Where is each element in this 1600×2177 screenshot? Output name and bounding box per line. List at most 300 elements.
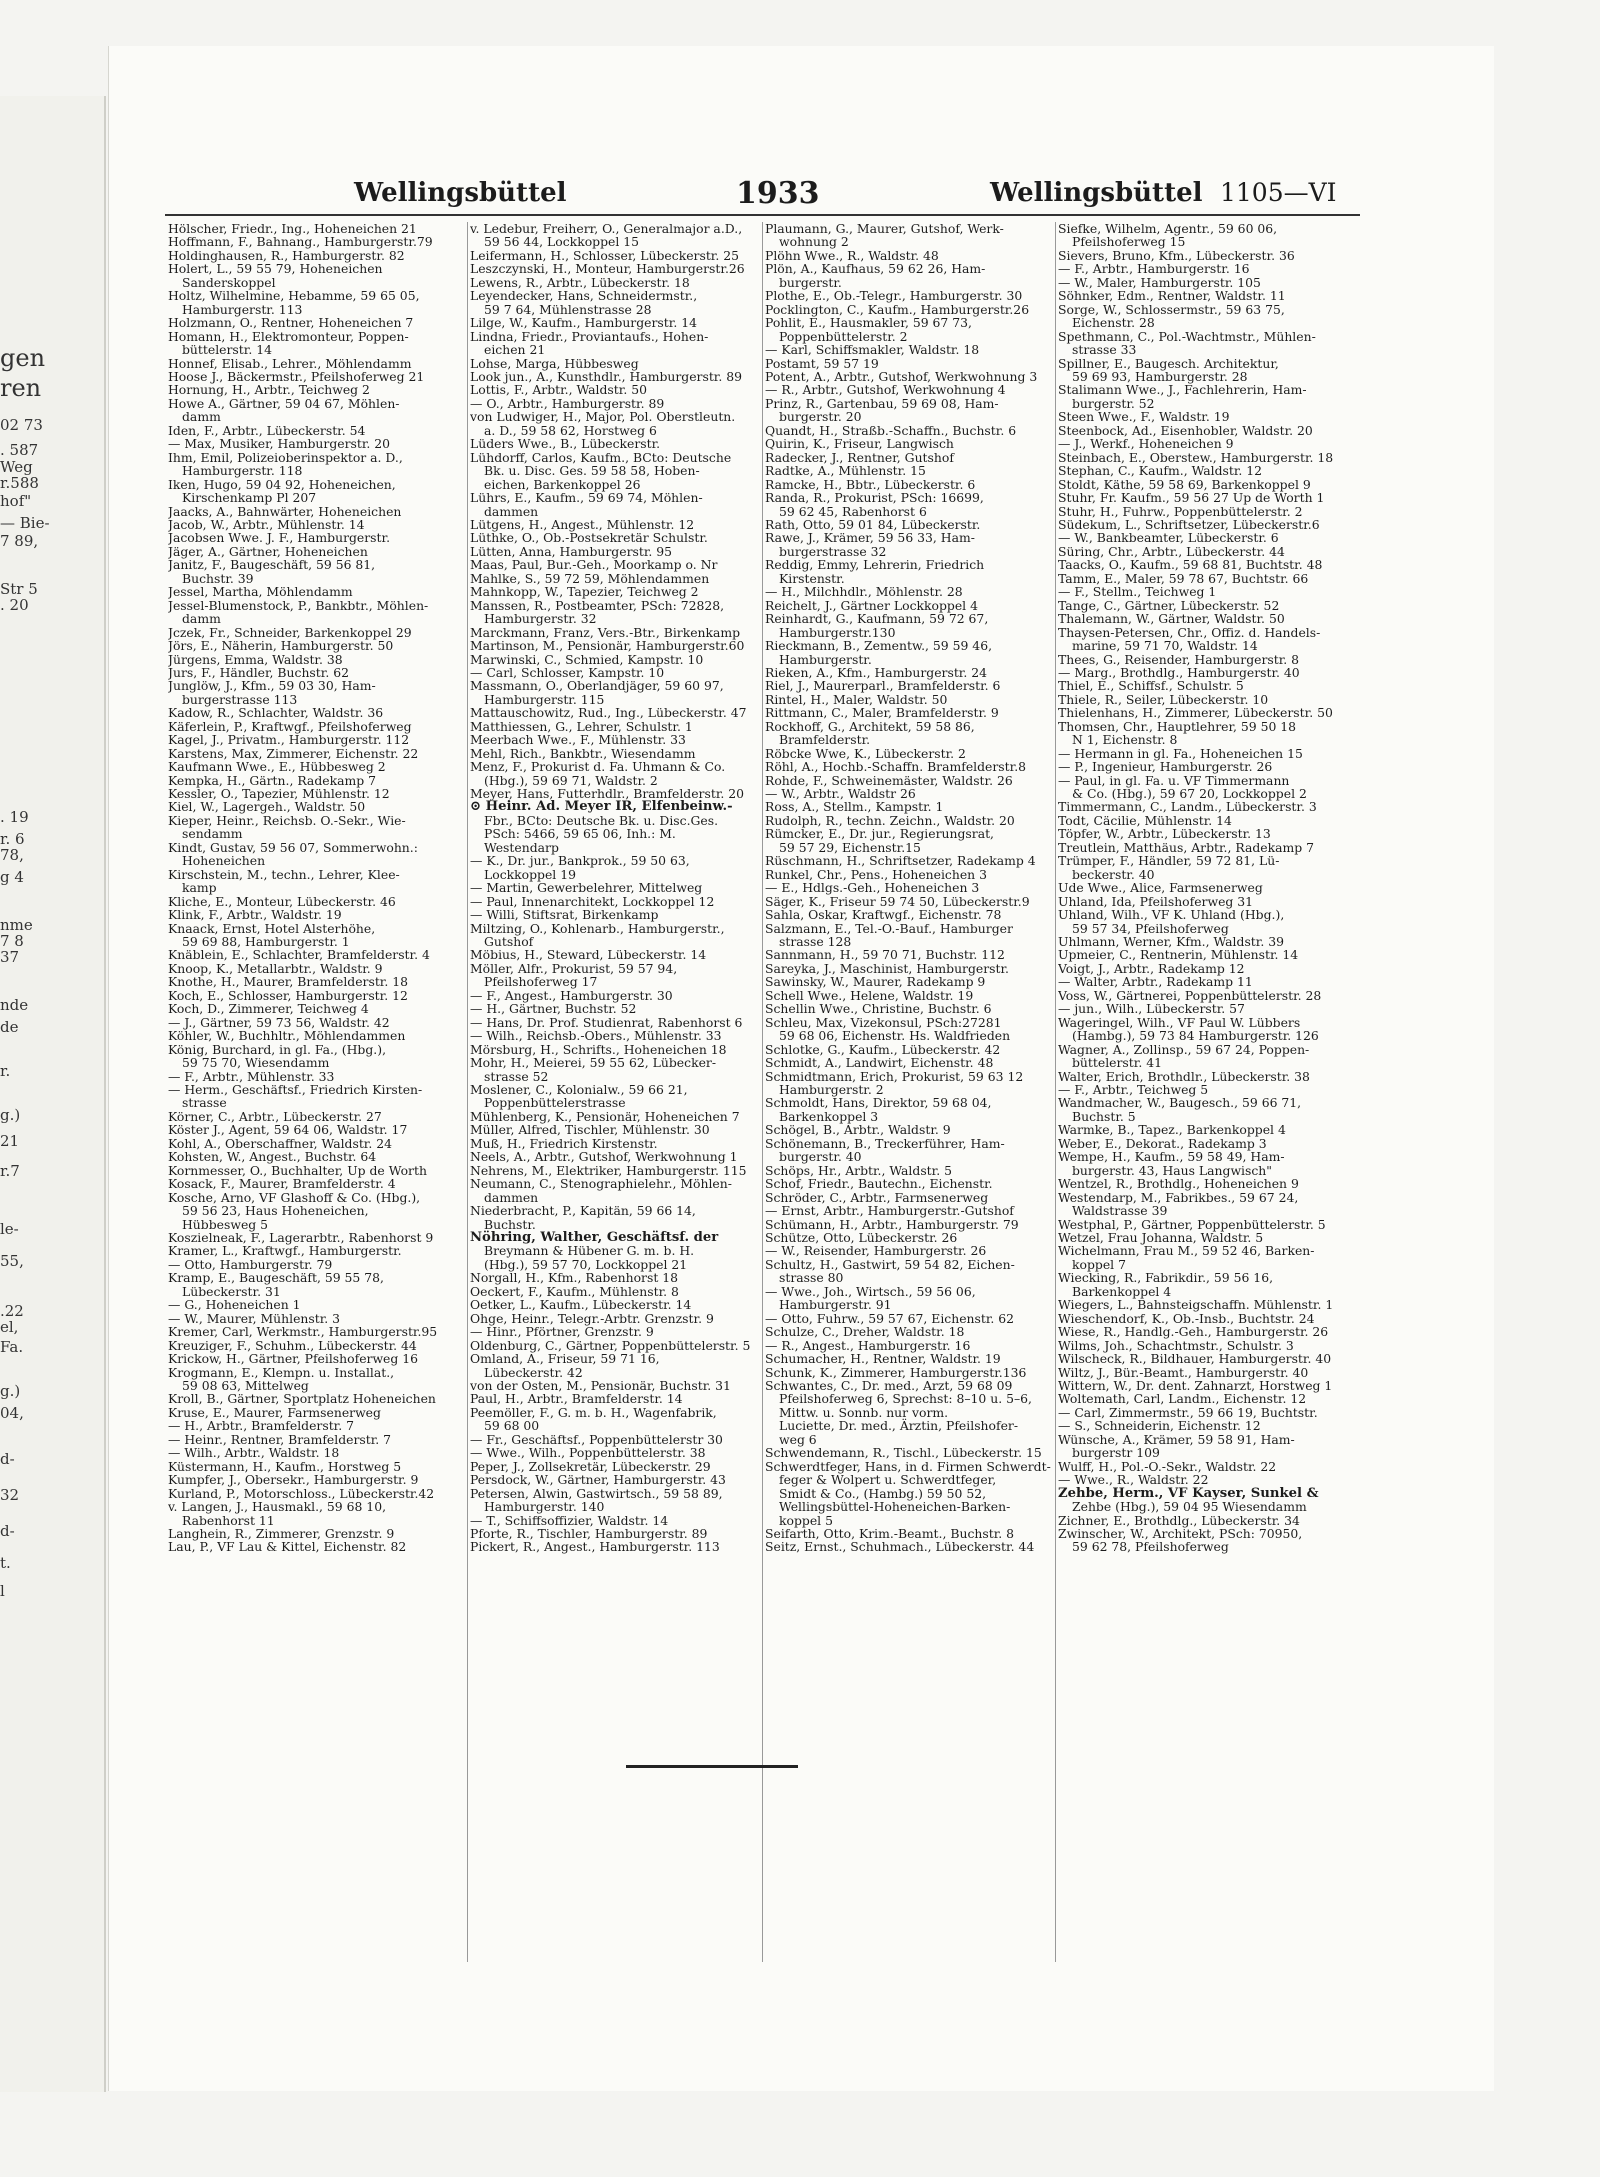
directory-entry: Koch, E., Schlosser, Hamburgerstr. 12 [168,987,408,1003]
directory-entry: Reddig, Emmy, Lehrerin, Friedrich [765,557,985,573]
directory-entry: Martinson, M., Pensionär, Hamburgerstr.60 [470,638,745,654]
directory-entry: Kagel, J., Privatm., Hamburgerstr. 112 [168,732,410,748]
directory-entry: dammen [484,503,539,519]
directory-entry: Wichelmann, Frau M., 59 52 46, Barken- [1058,1243,1315,1259]
directory-entry: von Ludwiger, H., Major, Pol. Oberstleutn. [470,409,736,425]
margin-fragment: r.588 [0,474,39,492]
directory-entry: Mahlke, S., 59 72 59, Möhlendammen [470,570,710,586]
directory-entry: sendamm [182,826,243,842]
directory-entry: Neumann, C., Stenographielehr., Möhlen- [470,1176,732,1192]
directory-entry: Jaacks, A., Bahnwärter, Hoheneichen [168,503,402,519]
directory-entry: Lüders Wwe., B., Lübeckerstr. [470,436,661,452]
directory-entry: — E., Hdlgs.-Geh., Hoheneichen 3 [765,880,980,896]
directory-entry: strasse [182,1095,227,1111]
directory-entry: Steinbach, E., Oberstew., Hamburgerstr. 18 [1058,449,1334,465]
directory-column-3 [765,222,1065,1554]
directory-entry: Omland, A., Friseur, 59 71 16, [470,1351,660,1367]
directory-entry: büttelerstr. 14 [182,342,272,358]
directory-entry: 59 56 23, Haus Hoheneichen, [182,1203,369,1219]
directory-entry: Lüthke, O., Ob.-Postsekretär Schulstr. [470,530,708,546]
directory-entry: Mahnkopp, W., Tapezier, Teichweg 2 [470,584,699,600]
directory-entry: — Hinr., Pförtner, Grenzstr. 9 [470,1324,654,1340]
directory-entry: Hamburgerstr. 32 [484,611,597,627]
directory-entry: Wittern, W., Dr. dent. Zahnarzt, Horstweg 1 [1058,1377,1333,1393]
directory-entry: PSch: 5466, 59 65 06, Inh.: M. [484,826,676,842]
directory-entry: Wilms, Joh., Schachtmstr., Schulstr. 3 [1058,1337,1294,1353]
directory-entry: — F., Angest., Hamburgerstr. 30 [470,987,673,1003]
directory-entry: Luciette, Dr. med., Ärztin, Pfeilshofer- [779,1418,1019,1434]
directory-entry: Lewens, R., Arbtr., Lübeckerstr. 18 [470,274,690,290]
directory-entry: Pfeilshoferweg 15 [1072,234,1186,250]
directory-entry: Leyendecker, Hans, Schneidermstr., [470,288,698,304]
directory-entry: Töpfer, W., Arbtr., Lübeckerstr. 13 [1058,826,1271,842]
directory-entry: Poppenbüttelerstrasse [484,1095,626,1111]
directory-entry: — Heinr., Rentner, Bramfelderstr. 7 [168,1431,392,1447]
directory-entry: Wagner, A., Zollinsp., 59 67 24, Poppen- [1058,1041,1310,1057]
directory-entry: Nehrens, M., Elektriker, Hamburgerstr. 115 [470,1162,747,1178]
directory-entry: — K., Dr. jur., Bankprok., 59 50 63, [470,853,690,869]
directory-entry: strasse 128 [779,934,852,950]
directory-entry: Spillner, E., Baugesch. Architektur, [1058,355,1279,371]
directory-entry: Radecker, J., Rentner, Gutshof [765,449,954,465]
directory-entry: v. Ledebur, Freiherr, O., Generalmajor a.D., [470,222,743,236]
directory-entry: — Carl, Schlosser, Kampstr. 10 [470,664,665,680]
directory-entry: Krickow, H., Gärtner, Pfeilshoferweg 16 [168,1351,419,1367]
directory-entry: 59 62 78, Pfeilshoferweg [1072,1539,1229,1554]
directory-entry: Upmeier, C., Rentnerin, Mühlenstr. 14 [1058,947,1299,963]
directory-entry: Söhnker, Edm., Rentner, Waldstr. 11 [1058,288,1286,304]
directory-entry: Gutshof [484,934,534,950]
directory-entry: Jessel, Martha, Möhlendamm [168,584,353,600]
directory-entry: Warmke, B., Tapez., Barkenkoppel 4 [1058,1122,1286,1138]
directory-entry: Köster J., Agent, 59 64 06, Waldstr. 17 [168,1122,408,1138]
directory-entry: Rockhoff, G., Architekt, 59 58 86, [765,718,975,734]
directory-entry: Trümper, F., Händler, 59 72 81, Lü- [1058,853,1280,869]
directory-entry: — H., Gärtner, Buchstr. 52 [470,1001,637,1017]
directory-entry: Hoose J., Bäckermstr., Pfeilshoferweg 21 [168,368,425,384]
margin-fragment: le- [0,1220,19,1238]
directory-entry: Junglöw, J., Kfm., 59 03 30, Ham- [168,678,376,694]
directory-entry: Wiegers, L., Bahnsteigschaffn. Mühlenstr. 1 [1058,1297,1334,1313]
margin-fragment: r. 6 [0,830,25,848]
directory-entry: burgerstr. 40 [779,1149,862,1165]
directory-entry: Manssen, R., Postbeamter, PSch: 72828, [470,597,725,613]
margin-fragment: de [0,1018,19,1036]
directory-entry: Woltemath, Carl, Landm., Eichenstr. 12 [1058,1391,1307,1407]
directory-entry: strasse 52 [484,1068,549,1084]
directory-entry: — Fr., Geschäftsf., Poppenbüttelerstr 30 [470,1431,723,1447]
directory-entry: Uhland, Wilh., VF K. Uhland (Hbg.), [1058,907,1285,923]
directory-entry: Hamburgerstr. 140 [484,1499,605,1515]
directory-entry: strasse 33 [1072,342,1137,358]
directory-entry: Wentzel, R., Brothdlg., Hoheneichen 9 [1058,1176,1299,1192]
directory-entry: Wellingsbüttel-Hoheneichen-Barken- [779,1499,1011,1515]
directory-entry: Schof, Friedr., Bautechn., Eichenstr. [765,1176,993,1192]
directory-entry: Plothe, E., Ob.-Telegr., Hamburgerstr. 30 [765,288,1023,304]
directory-entry: Todt, Cäcilie, Mühlenstr. 14 [1058,812,1232,828]
directory-entry: Knäblein, E., Schlachter, Bramfelderstr. 4 [168,947,430,963]
directory-entry: — T., Schiffsoffizier, Waldstr. 14 [470,1512,669,1528]
directory-entry: Wünsche, A., Krämer, 59 58 91, Ham- [1058,1431,1295,1447]
directory-entry: eichen, Barkenkoppel 26 [484,476,641,492]
directory-entry: Wulff, H., Pol.-O.-Sekr., Waldstr. 22 [1058,1458,1277,1474]
directory-entry: kamp [182,880,217,896]
directory-entry: — Paul, Innenarchitekt, Lockkoppel 12 [470,893,715,909]
directory-entry: Schmoldt, Hans, Direktor, 59 68 04, [765,1095,992,1111]
directory-entry: Miltzing, O., Kohlenarb., Hamburgerstr., [470,920,725,936]
directory-entry: Schröder, C., Arbtr., Farmsenerweg [765,1189,989,1205]
margin-fragment: . 587 [0,441,39,459]
directory-entry: Kliche, E., Monteur, Lübeckerstr. 46 [168,893,396,909]
directory-entry: Jäger, A., Gärtner, Hoheneichen [168,543,368,559]
directory-entry: Peper, J., Zollsekretär, Lübeckerstr. 29 [470,1458,711,1474]
margin-fragment: 55, [0,1252,24,1270]
directory-entry: — Max, Musiker, Hamburgerstr. 20 [168,436,391,452]
directory-entry: Körner, C., Arbtr., Lübeckerstr. 27 [168,1108,382,1124]
directory-entry: Homann, H., Elektromonteur, Poppen- [168,328,409,344]
directory-entry: 59 62 45, Rabenhorst 6 [779,503,927,519]
directory-entry: Schell Wwe., Helene, Waldstr. 19 [765,987,974,1003]
directory-entry: Hamburgerstr. [779,651,872,667]
directory-entry: Hamburgerstr. 118 [182,463,303,479]
directory-entry: Kosche, Arno, VF Glashoff & Co. (Hbg.), [168,1189,421,1205]
directory-entry: Lottis, F., Arbtr., Waldstr. 50 [470,382,647,398]
directory-entry: Mehl, Rich., Bankbtr., Wiesendamm [470,745,696,761]
directory-entry: — W., Bankbeamter, Lübeckerstr. 6 [1058,530,1279,546]
directory-entry: Koszielneak, F., Lagerarbtr., Rabenhorst 9 [168,1229,434,1245]
directory-entry: (Hbg.), 59 57 70, Lockkoppel 21 [484,1256,688,1272]
margin-fragment: Weg [0,458,33,476]
margin-fragment: Str 5 [0,580,38,598]
directory-entry: Kruse, E., Maurer, Farmsenerweg [168,1404,381,1420]
directory-entry: Lau, P., VF Lau & Kittel, Eichenstr. 82 [168,1539,407,1554]
directory-entry: Prinz, R., Gartenbau, 59 69 08, Ham- [765,395,999,411]
directory-entry: Wempe, H., Kaufm., 59 58 49, Ham- [1058,1149,1285,1165]
directory-entry: Buchstr. 5 [1072,1108,1136,1124]
directory-entry: 59 7 64, Mühlenstrasse 28 [484,301,652,317]
directory-entry: Uhland, Ida, Pfeilshoferweg 31 [1058,893,1254,909]
directory-entry: Rüschmann, H., Schriftsetzer, Radekamp 4 [765,853,1036,869]
directory-entry: Eichenstr. 28 [1072,315,1155,331]
directory-entry: 59 56 44, Lockkoppel 15 [484,234,640,250]
directory-entry: — H., Milchhdlr., Möhlenstr. 28 [765,584,963,600]
directory-entry: — P., Ingenieur, Hamburgerstr. 26 [1058,759,1273,775]
directory-entry: Hamburgerstr.130 [779,624,896,640]
directory-entry: Marckmann, Franz, Vers.-Btr., Birkenkamp [470,624,741,640]
directory-entry: Käferlein, P., Kraftwgf., Pfeilshoferweg [168,718,412,734]
directory-entry: Ihm, Emil, Polizeioberinspektor a. D., [168,449,403,465]
directory-entry: Thalemann, W., Gärtner, Waldstr. 50 [1058,611,1285,627]
directory-entry: Kessler, O., Tapezier, Mühlenstr. 12 [168,786,390,802]
directory-entry: Krogmann, E., Klempn. u. Installat., [168,1364,395,1380]
directory-entry: v. Langen, J., Hausmakl., 59 68 10, [168,1499,387,1515]
directory-entry: 59 69 93, Hamburgerstr. 28 [1072,368,1248,384]
directory-entry: Poppenbüttelerstr. 2 [779,328,908,344]
directory-entry: — Hermann in gl. Fa., Hoheneichen 15 [1058,745,1303,761]
directory-entry: Küstermann, H., Kaufm., Horstweg 5 [168,1458,402,1474]
directory-entry: Knothe, H., Maurer, Bramfelderstr. 18 [168,974,409,990]
directory-entry: Walter, Erich, Brothdlr., Lübeckerstr. 38 [1058,1068,1310,1084]
margin-fragment: el, [0,1318,19,1336]
directory-entry: Hübbesweg 5 [182,1216,269,1232]
directory-entry: Wetzel, Frau Johanna, Waldstr. 5 [1058,1229,1264,1245]
directory-entry: — W., Reisender, Hamburgerstr. 26 [765,1243,987,1259]
directory-entry: — J., Gärtner, 59 73 56, Waldstr. 42 [168,1014,390,1030]
directory-entry: Schleu, Max, Vizekonsul, PSch:27281 [765,1014,1002,1030]
margin-fragment: nme [0,916,33,934]
directory-entry: Lindna, Friedr., Proviantaufs., Hohen- [470,328,709,344]
directory-entry: Schütze, Otto, Lübeckerstr. 26 [765,1229,958,1245]
directory-entry: Wiese, R., Handlg.-Geh., Hamburgerstr. 26 [1058,1324,1329,1340]
directory-column-1 [168,222,468,1554]
margin-fragment: 21 [0,1132,20,1150]
directory-entry: Kindt, Gustav, 59 56 07, Sommerwohn.: [168,839,418,855]
directory-entry: wohnung 2 [779,234,849,250]
directory-entry: Leszczynski, H., Monteur, Hamburgerstr.26 [470,261,745,277]
directory-entry: Wieschendorf, K., Ob.-Insb., Buchtstr. 24 [1058,1310,1315,1326]
directory-entry: Pocklington, C., Kaufm., Hamburgerstr.26 [765,301,1030,317]
directory-entry: — F., Arbtr., Teichweg 5 [1058,1082,1209,1097]
directory-entry: 59 08 63, Mittelweg [182,1377,309,1393]
margin-fragment: 78, [0,846,24,864]
margin-fragment: t. [0,1554,11,1572]
directory-entry: Mühlenberg, K., Pensionär, Hoheneichen 7 [470,1108,740,1124]
directory-entry: Röhl, A., Hochb.-Schaffn. Bramfelderstr.8 [765,759,1027,775]
directory-entry: Kramp, E., Baugeschäft, 59 55 78, [168,1270,384,1286]
directory-entry: Sanderskoppel [182,274,276,290]
directory-entry: (Hbg.), 59 69 71, Waldstr. 2 [484,772,658,788]
directory-entry: Maas, Paul, Bur.-Geh., Moorkamp o. Nr [470,557,718,573]
directory-entry: ⊙ Heinr. Ad. Meyer IR, Elfenbeinw.- [470,799,733,815]
directory-entry: Lührs, E., Kaufm., 59 69 74, Möhlen- [470,490,703,506]
directory-entry: Seitz, Ernst., Schuhmach., Lübeckerstr. 44 [765,1539,1035,1554]
header-year: 1933 [736,176,820,211]
directory-entry: Rieken, A., Kfm., Hamburgerstr. 24 [765,664,988,680]
margin-fragment: ren [0,374,42,402]
margin-fragment: .22 [0,1302,24,1320]
directory-entry: Peemöller, F., G. m. b. H., Wagenfabrik, [470,1404,717,1420]
directory-entry: Schöps, Hr., Arbtr., Waldstr. 5 [765,1162,952,1178]
directory-entry: Neels, A., Arbtr., Gutshof, Werkwohnung 1 [470,1149,738,1165]
directory-entry: Schultz, H., Gastwirt, 59 54 82, Eichen- [765,1256,1015,1272]
directory-entry: burgerstr 109 [1072,1445,1160,1461]
directory-entry: Röbcke Wwe, K., Lübeckerstr. 2 [765,745,966,761]
directory-entry: Tange, C., Gärtner, Lübeckerstr. 52 [1058,597,1280,613]
directory-entry: Zehbe, Herm., VF Kayser, Sunkel & [1058,1485,1319,1501]
directory-entry: büttelerstr. 41 [1072,1055,1162,1071]
directory-entry: Buchstr. 39 [182,570,254,586]
directory-entry: Iden, F., Arbtr., Lübeckerstr. 54 [168,422,366,438]
directory-entry: Pfeilshoferweg 17 [484,974,598,990]
directory-entry: Marwinski, C., Schmied, Kampstr. 10 [470,651,704,667]
directory-entry: Paul, H., Arbtr., Bramfelderstr. 14 [470,1391,683,1407]
directory-entry: — H., Arbtr., Bramfelderstr. 7 [168,1418,355,1434]
directory-entry: Hamburgerstr. 2 [779,1082,884,1097]
margin-fragment: r. [0,1062,11,1080]
directory-entry: Janitz, F., Baugeschäft, 59 56 81, [168,557,376,573]
directory-entry: Schunk, K., Zimmerer, Hamburgerstr.136 [765,1364,1027,1380]
directory-entry: Hamburgerstr. 91 [779,1297,892,1313]
directory-entry: Wiltz, J., Bür.-Beamt., Hamburgerstr. 40 [1058,1364,1309,1380]
directory-entry: Treutlein, Matthäus, Arbtr., Radekamp 7 [1058,839,1315,855]
directory-entry: — R., Angest., Hamburgerstr. 16 [765,1337,971,1353]
margin-fragment: Fa. [0,1338,24,1356]
directory-entry: Schellin Wwe., Christine, Buchstr. 6 [765,1001,992,1017]
directory-entry: — Walter, Arbtr., Radekamp 11 [1058,974,1253,990]
directory-entry: Sahla, Oskar, Kraftwgf., Eichenstr. 78 [765,907,1002,923]
directory-entry: Holtz, Wilhelmine, Hebamme, 59 65 05, [168,288,420,304]
directory-entry: Norgall, H., Kfm., Rabenhorst 18 [470,1270,679,1286]
directory-entry: Südekum, L., Schriftsetzer, Lübeckerstr.6 [1058,516,1320,532]
column-divider [1055,222,1056,1962]
directory-entry: Jacobsen Wwe. J. F., Hamburgerstr. [168,530,391,546]
directory-entry: Bramfelderstr. [779,732,871,748]
directory-entry: Persdock, W., Gärtner, Hamburgerstr. 43 [470,1472,726,1488]
directory-entry: — G., Hoheneichen 1 [168,1297,301,1313]
directory-entry: Kempka, H., Gärtn., Radekamp 7 [168,772,376,788]
directory-entry: Schwantes, C., Dr. med., Arzt, 59 68 09 [765,1377,1013,1393]
directory-entry: — Wilh., Reichsb.-Obers., Mühlenstr. 33 [470,1028,722,1044]
directory-column-2 [470,222,770,1554]
directory-entry: Schmidt, A., Landwirt, Eichenstr. 48 [765,1055,994,1071]
margin-fragment: . 20 [0,596,29,614]
directory-entry: — W., Maurer, Mühlenstr. 3 [168,1310,341,1326]
directory-entry: Tamm, E., Maler, 59 78 67, Buchtstr. 66 [1058,570,1309,586]
directory-entry: Lübeckerstr. 31 [182,1283,281,1299]
directory-entry: Oldenburg, C., Gärtner, Poppenbüttelerstr. 5 [470,1337,751,1353]
directory-column-4 [1058,222,1362,1554]
directory-entry: a. D., 59 58 62, Horstweg 6 [484,422,657,438]
directory-entry: von der Osten, M., Pensionär, Buchstr. 31 [470,1377,731,1393]
directory-entry: burgerstr. 43, Haus Langwisch" [1072,1162,1272,1178]
directory-entry: Hornung, H., Arbtr., Teichweg 2 [168,382,370,398]
directory-entry: Kiel, W., Lagergeh., Waldstr. 50 [168,799,366,815]
header-page-number: 1105—VI [1220,178,1337,207]
directory-entry: Klink, F., Arbtr., Waldstr. 19 [168,907,342,923]
directory-entry: Runkel, Chr., Pens., Hoheneichen 3 [765,866,987,882]
directory-entry: Rath, Otto, 59 01 84, Lübeckerstr. [765,516,981,532]
directory-entry: Mörsburg, H., Schrifts., Hoheneichen 18 [470,1041,727,1057]
directory-entry: Thees, G., Reisender, Hamburgerstr. 8 [1058,651,1300,667]
directory-entry: Rittmann, C., Maler, Bramfelderstr. 9 [765,705,999,721]
margin-fragment: nde [0,996,29,1014]
directory-entry: Meyer, Hans, Futterhdlr., Bramfelderstr. 20 [470,786,745,802]
directory-entry: Buchstr. [484,1216,536,1232]
directory-entry: Siefke, Wilhelm, Agentr., 59 60 06, [1058,222,1278,236]
directory-entry: — R., Arbtr., Gutshof, Werkwohnung 4 [765,382,1006,398]
directory-entry: Rieckmann, B., Zementw., 59 59 46, [765,638,993,654]
directory-entry: Voigt, J., Arbtr., Radekamp 12 [1058,960,1245,976]
directory-entry: 59 68 00 [484,1418,540,1434]
directory-entry: Holdinghausen, R., Hamburgerstr. 82 [168,247,405,263]
directory-entry: Ude Wwe., Alice, Farmsenerweg [1058,880,1263,896]
directory-entry: burgerstrasse 32 [779,543,887,559]
directory-entry: Barkenkoppel 3 [779,1108,879,1124]
directory-entry: — J., Werkf., Hoheneichen 9 [1058,436,1234,452]
directory-entry: Thielenhans, H., Zimmerer, Lübeckerstr. 50 [1058,705,1333,721]
directory-entry: Schlotke, G., Kaufm., Lübeckerstr. 42 [765,1041,1001,1057]
directory-entry: Schulze, C., Dreher, Waldstr. 18 [765,1324,965,1340]
directory-entry: Howe A., Gärtner, 59 04 67, Möhlen- [168,395,400,411]
directory-entry: (Hambg.), 59 73 84 Hamburgerstr. 126 [1072,1028,1319,1044]
directory-entry: Mittw. u. Sonnb. nur vorm. [779,1404,949,1420]
directory-entry: Jörs, E., Näherin, Hamburgerstr. 50 [168,638,394,654]
directory-entry: damm [182,409,221,425]
directory-entry: Rawe, J., Krämer, 59 56 33, Ham- [765,530,975,546]
directory-entry: Knoop, K., Metallarbtr., Waldstr. 9 [168,960,383,976]
directory-entry: — Otto, Fuhrw., 59 57 67, Eichenstr. 62 [765,1310,1015,1326]
directory-entry: — F., Arbtr., Hamburgerstr. 16 [1058,261,1250,277]
directory-entry: Lütgens, H., Angest., Mühlenstr. 12 [470,516,695,532]
directory-entry: Hölscher, Friedr., Ing., Hoheneichen 21 [168,222,417,236]
margin-fragment: . 19 [0,808,29,826]
directory-entry: Rintel, H., Maler, Waldstr. 50 [765,691,948,707]
directory-entry: Mattauschowitz, Rud., Ing., Lübeckerstr. 47 [470,705,747,721]
directory-entry: Timmermann, C., Landm., Lübeckerstr. 3 [1058,799,1317,815]
directory-entry: Westendarp, M., Fabrikbes., 59 67 24, [1058,1189,1299,1205]
directory-entry: Steen Wwe., F., Waldstr. 19 [1058,409,1230,425]
directory-entry: Weber, E., Dekorat., Radekamp 3 [1058,1135,1267,1151]
directory-entry: Thiel, E., Schiffsf., Schulstr. 5 [1058,678,1244,694]
directory-entry: Kaufmann Wwe., E., Hübbesweg 2 [168,759,386,775]
directory-entry: Lühdorff, Carlos, Kaufm., BCto: Deutsche [470,449,732,465]
directory-entry: Wiecking, R., Fabrikdir., 59 56 16, [1058,1270,1274,1286]
previous-page-edge [0,96,106,2092]
directory-entry: 59 57 34, Pfeilshoferweg [1072,920,1229,936]
directory-entry: — Martin, Gewerbelehrer, Mittelweg [470,880,703,896]
directory-entry: Hamburgerstr. 113 [182,301,303,317]
directory-entry: Salzmann, E., Tel.-O.-Bauf., Hamburger [765,920,1013,936]
directory-entry: Schönemann, B., Treckerführer, Ham- [765,1135,1005,1151]
margin-fragment: d- [0,1522,15,1540]
margin-fragment: 32 [0,1486,20,1504]
directory-entry: Jessel-Blumenstock, P., Bankbtr., Möhlen- [168,597,429,613]
directory-entry: Rudolph, R., techn. Zeichn., Waldstr. 20 [765,812,1015,828]
directory-entry: feger & Wolpert u. Schwerdtfeger, [779,1472,997,1488]
directory-entry: Zehbe (Hbg.), 59 04 95 Wiesendamm [1072,1499,1307,1515]
directory-entry: Lockkoppel 19 [484,866,576,882]
directory-entry: Plöhn Wwe., R., Waldstr. 48 [765,247,939,263]
directory-entry: Schögel, B., Arbtr., Waldstr. 9 [765,1122,951,1138]
directory-entry: Wageringel, Wilh., VF Paul W. Lübbers [1058,1014,1301,1030]
directory-entry: — O., Arbtr., Hamburgerstr. 89 [470,395,665,411]
margin-fragment: l [0,1582,5,1600]
directory-entry: — F., Stellm., Teichweg 1 [1058,584,1217,600]
directory-entry: Ohge, Heinr., Telegr.-Arbtr. Grenzstr. 9 [470,1310,714,1326]
margin-fragment: d- [0,1450,15,1468]
directory-entry: Lübeckerstr. 42 [484,1364,583,1380]
directory-entry: — Ernst, Arbtr., Hamburgerstr.-Gutshof [765,1203,1014,1219]
directory-entry: Westphal, P., Gärtner, Poppenbüttelerstr. 5 [1058,1216,1326,1232]
directory-entry: Westendarp [484,839,559,855]
directory-entry: Leifermann, H., Schlosser, Lübeckerstr. 25 [470,247,739,263]
directory-entry: beckerstr. 40 [1072,866,1155,882]
margin-fragment: gen [0,344,46,372]
margin-fragment: g.) [0,1106,21,1124]
directory-entry: Uhlmann, Werner, Kfm., Waldstr. 39 [1058,934,1284,950]
column-divider [762,222,763,1962]
directory-entry: — W., Maler, Hamburgerstr. 105 [1058,274,1261,290]
margin-fragment: 37 [0,948,20,966]
directory-entry: Pickert, R., Angest., Hamburgerstr. 113 [470,1539,720,1554]
directory-entry: Rabenhorst 11 [182,1512,275,1528]
directory-entry: Quirin, K., Friseur, Langwisch [765,436,954,452]
directory-entry: Bk. u. Disc. Ges. 59 58 58, Hoben- [484,463,700,479]
directory-entry: Taacks, O., Kaufm., 59 68 81, Buchtstr. 48 [1058,557,1323,573]
directory-entry: Knaack, Ernst, Hotel Alsterhöhe, [168,920,376,936]
directory-entry: Sareyka, J., Maschinist, Hamburgerstr. [765,960,1009,976]
directory-entry: Kohl, A., Oberschaffner, Waldstr. 24 [168,1135,393,1151]
